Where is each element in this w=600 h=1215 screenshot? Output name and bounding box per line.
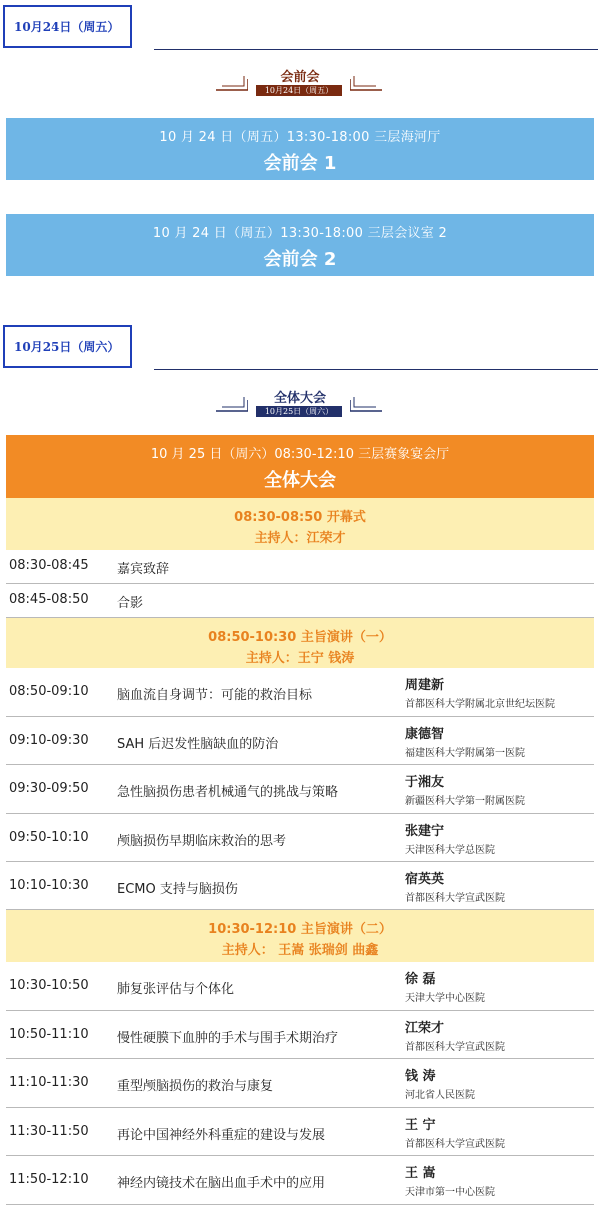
- subsection-time-title: 10:30-12:10 主旨演讲（二）: [208, 922, 392, 937]
- session-block-preconference-2[interactable]: [6, 214, 594, 276]
- row-time: 08:50-09:10: [9, 684, 89, 699]
- session-title: 会前会 1: [263, 153, 337, 174]
- table-row: [6, 862, 594, 910]
- row-time: 09:50-10:10: [9, 830, 89, 845]
- table-row: [6, 1108, 594, 1156]
- row-topic: 嘉宾致辞: [117, 562, 170, 577]
- section-heading-preconference: [0, 66, 600, 106]
- row-time: 10:30-10:50: [9, 978, 89, 993]
- table-row: [6, 1011, 594, 1059]
- table-row: [6, 962, 594, 1011]
- divider-line: [154, 369, 598, 370]
- row-time: 11:30-11:50: [9, 1124, 89, 1139]
- row-time: 08:45-08:50: [9, 592, 89, 607]
- subsection-host: 主持人： 王嵩 张瑞剑 曲鑫: [221, 943, 379, 958]
- day-tab-oct25[interactable]: 10月25日（周六）: [3, 325, 132, 368]
- subsection-keynote-1: [6, 618, 594, 668]
- day-tab-oct24[interactable]: 10月24日（周五）: [3, 5, 132, 48]
- row-time: 10:10-10:30: [9, 878, 89, 893]
- row-time: 10:50-11:10: [9, 1027, 89, 1042]
- table-row: [6, 1156, 594, 1205]
- speaker-name: 周建新: [405, 678, 445, 693]
- right-bracket-icon: [350, 75, 382, 91]
- row-topic: 合影: [117, 596, 144, 611]
- speaker-affiliation: 新疆医科大学第一附属医院: [405, 796, 525, 807]
- table-row: [6, 668, 594, 717]
- speaker-affiliation: 首都医科大学宣武医院: [405, 1042, 505, 1053]
- subsection-time-title: 08:30-08:50 开幕式: [234, 510, 366, 525]
- table-row: [6, 765, 594, 814]
- row-topic: ECMO 支持与脑损伤: [117, 882, 238, 897]
- speaker-affiliation: 河北省人民医院: [405, 1090, 475, 1101]
- speaker-name: 于湘友: [405, 775, 445, 790]
- row-time: 09:10-09:30: [9, 733, 89, 748]
- speaker-name: 康德智: [405, 727, 445, 742]
- row-time: 11:10-11:30: [9, 1075, 89, 1090]
- table-row: [6, 717, 594, 765]
- section-date-badge: 10月25日（周六）: [256, 406, 342, 417]
- divider-line: [154, 49, 598, 50]
- table-row: [6, 814, 594, 862]
- right-bracket-icon: [350, 396, 382, 412]
- speaker-name: 江荣才: [405, 1021, 445, 1036]
- table-row: [6, 1059, 594, 1108]
- row-topic: 肺复张评估与个体化: [117, 982, 235, 997]
- section-title: 全体大会: [273, 391, 326, 406]
- speaker-name: 王 嵩: [405, 1166, 436, 1181]
- speaker-name: 徐 磊: [405, 972, 436, 987]
- speaker-affiliation: 天津大学中心医院: [405, 993, 485, 1004]
- row-topic: 颅脑损伤早期临床救治的思考: [117, 834, 287, 849]
- speaker-name: 张建宁: [405, 824, 445, 839]
- speaker-affiliation: 福建医科大学附属第一医院: [405, 748, 525, 759]
- row-topic: 急性脑损伤患者机械通气的挑战与策略: [117, 785, 339, 800]
- row-topic: 再论中国神经外科重症的建设与发展: [117, 1128, 326, 1143]
- session-time: 10 月 24 日（周五）13:30-18:00 三层会议室 2: [152, 226, 448, 241]
- subsection-host: 主持人：王宁 钱涛: [245, 651, 355, 666]
- row-topic: 重型颅脑损伤的救治与康复: [117, 1079, 274, 1094]
- subsection-opening: [6, 498, 594, 550]
- section-title: 会前会: [280, 70, 320, 85]
- section-date-badge: 10月24日（周五）: [256, 85, 342, 96]
- speaker-name: 钱 涛: [405, 1069, 436, 1084]
- row-topic: SAH 后迟发性脑缺血的防治: [117, 737, 279, 752]
- subsection-time-title: 08:50-10:30 主旨演讲（一）: [208, 630, 392, 645]
- row-topic: 脑血流自身调节：可能的救治目标: [117, 688, 313, 703]
- row-time: 08:30-08:45: [9, 558, 89, 573]
- row-topic: 慢性硬膜下血肿的手术与围手术期治疗: [117, 1031, 339, 1046]
- table-row: [6, 550, 594, 584]
- speaker-affiliation: 天津医科大学总医院: [405, 845, 495, 856]
- session-time: 10 月 24 日（周五）13:30-18:00 三层海河厅: [159, 130, 441, 145]
- speaker-name: 王 宁: [405, 1118, 436, 1133]
- subsection-keynote-2: [6, 910, 594, 962]
- speaker-affiliation: 首都医科大学宣武医院: [405, 1139, 505, 1150]
- row-time: 09:30-09:50: [9, 781, 89, 796]
- speaker-affiliation: 天津市第一中心医院: [405, 1187, 495, 1198]
- subsection-host: 主持人：江荣才: [254, 531, 346, 546]
- plenary-title: 全体大会: [264, 470, 336, 491]
- table-row: [6, 584, 594, 618]
- speaker-affiliation: 首都医科大学宣武医院: [405, 893, 505, 904]
- row-time: 11:50-12:10: [9, 1172, 89, 1187]
- speaker-name: 宿英英: [405, 872, 445, 887]
- section-heading-plenary: [0, 387, 600, 427]
- session-title: 会前会 2: [263, 249, 337, 270]
- session-block-preconference-1[interactable]: [6, 118, 594, 180]
- speaker-affiliation: 首都医科大学附属北京世纪坛医院: [405, 699, 555, 710]
- plenary-time: 10 月 25 日（周六）08:30-12:10 三层赛象宴会厅: [150, 447, 450, 462]
- plenary-header[interactable]: [6, 435, 594, 498]
- row-topic: 神经内镜技术在脑出血手术中的应用: [117, 1176, 326, 1191]
